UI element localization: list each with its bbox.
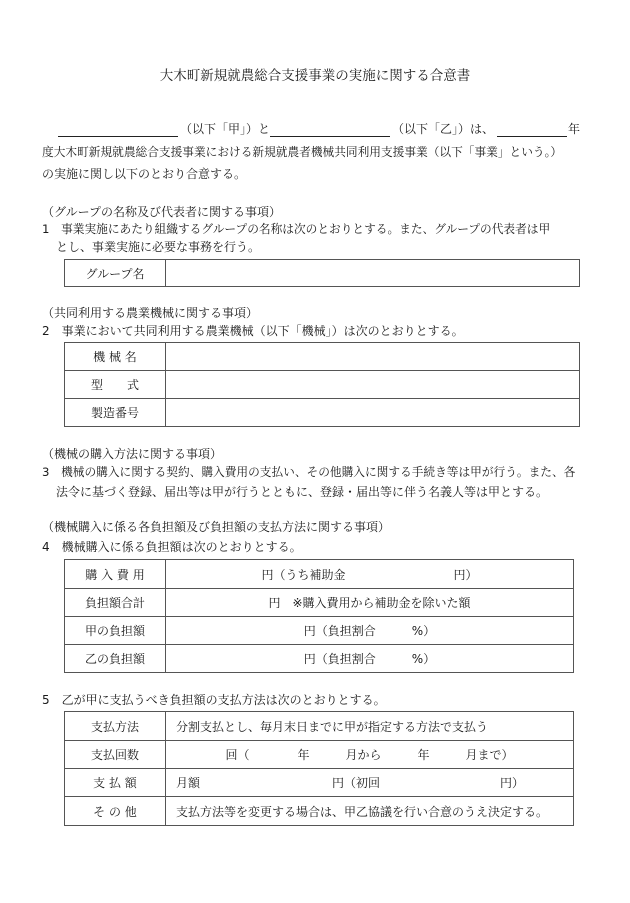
purchase-cost-label: 購 入 費 用 bbox=[65, 560, 166, 589]
total-burden-label: 負担額合計 bbox=[65, 589, 166, 617]
intro-part2: （以下「乙」）は、 bbox=[392, 122, 495, 136]
machine-serial-value[interactable] bbox=[166, 399, 580, 427]
machine-name-label: 機 械 名 bbox=[65, 343, 166, 371]
machine-table bbox=[64, 342, 580, 427]
section1-line1: 1 事業実施にあたり組織するグループの名称は次のとおりとする。また、グループの代表者は甲 bbox=[42, 222, 551, 236]
purchase-cost-value[interactable]: 円（うち補助金 円） bbox=[166, 560, 574, 589]
other-value[interactable]: 支払方法等を変更する場合は、甲乙協議を行い合意のうえ決定する。 bbox=[166, 797, 574, 826]
section1-heading: （グループの名称及び代表者に関する事項） bbox=[42, 205, 282, 219]
party-a-burden-value[interactable]: 円（負担割合 %） bbox=[166, 617, 574, 645]
party-a-burden-label: 甲の負担額 bbox=[65, 617, 166, 645]
party-b-blank[interactable] bbox=[270, 136, 390, 137]
section3-line2: 法令に基づく登録、届出等は甲が行うとともに、登録・届出等に伴う名義人等は甲とする。 bbox=[56, 485, 549, 499]
group-name-value[interactable] bbox=[166, 260, 580, 287]
other-label: そ の 他 bbox=[65, 797, 166, 826]
payment-method-value[interactable]: 分割支払とし、毎月末日までに甲が指定する方法で支払う bbox=[166, 712, 574, 741]
year-blank[interactable] bbox=[497, 136, 567, 137]
party-b-burden-label: 乙の負担額 bbox=[65, 645, 166, 673]
payment-count-value[interactable]: 回（ 年 月から 年 月まで） bbox=[166, 741, 574, 769]
payment-count-label: 支払回数 bbox=[65, 741, 166, 769]
section4-line1: 4 機械購入に係る負担額は次のとおりとする。 bbox=[42, 540, 302, 554]
payment-amount-label: 支 払 額 bbox=[65, 769, 166, 797]
party-a-blank[interactable] bbox=[58, 136, 178, 137]
party-b-burden-value[interactable]: 円（負担割合 %） bbox=[166, 645, 574, 673]
group-name-table bbox=[64, 259, 580, 287]
section3-heading: （機械の購入方法に関する事項） bbox=[42, 447, 223, 461]
section5-line1: 5 乙が甲に支払うべき負担額の支払方法は次のとおりとする。 bbox=[42, 693, 386, 707]
document-title: 大木町新規就農総合支援事業の実施に関する合意書 bbox=[159, 68, 471, 84]
machine-model-value[interactable] bbox=[166, 371, 580, 399]
payment-amount-value[interactable]: 月額 円（初回 円） bbox=[166, 769, 574, 797]
machine-model-label: 型 式 bbox=[65, 371, 166, 399]
payment-table bbox=[64, 711, 574, 826]
machine-name-value[interactable] bbox=[166, 343, 580, 371]
section2-line1: 2 事業において共同利用する農業機械（以下「機械」）は次のとおりとする。 bbox=[42, 324, 464, 338]
intro-part3: 年 bbox=[568, 122, 581, 136]
group-name-label: グループ名 bbox=[65, 260, 166, 287]
intro-line2: 度大木町新規就農総合支援事業における新規就農者機械共同利用支援事業（以下「事業」という。） bbox=[42, 145, 563, 159]
total-burden-value[interactable]: 円 ※購入費用から補助金を除いた額 bbox=[166, 589, 574, 617]
machine-serial-label: 製造番号 bbox=[65, 399, 166, 427]
section1-line2: とし、事業実施に必要な事務を行う。 bbox=[56, 240, 261, 254]
payment-method-label: 支払方法 bbox=[65, 712, 166, 741]
intro-part1: （以下「甲」）と bbox=[180, 122, 271, 136]
section4-heading: （機械購入に係る各負担額及び負担額の支払方法に関する事項） bbox=[42, 520, 391, 534]
section3-line1: 3 機械の購入に関する契約、購入費用の支払い、その他購入に関する手続き等は甲が行う。また、各 bbox=[42, 465, 576, 479]
cost-table bbox=[64, 559, 574, 673]
section2-heading: （共同利用する農業機械に関する事項） bbox=[42, 306, 259, 320]
intro-line3: の実施に関し以下のとおり合意する。 bbox=[42, 167, 247, 181]
